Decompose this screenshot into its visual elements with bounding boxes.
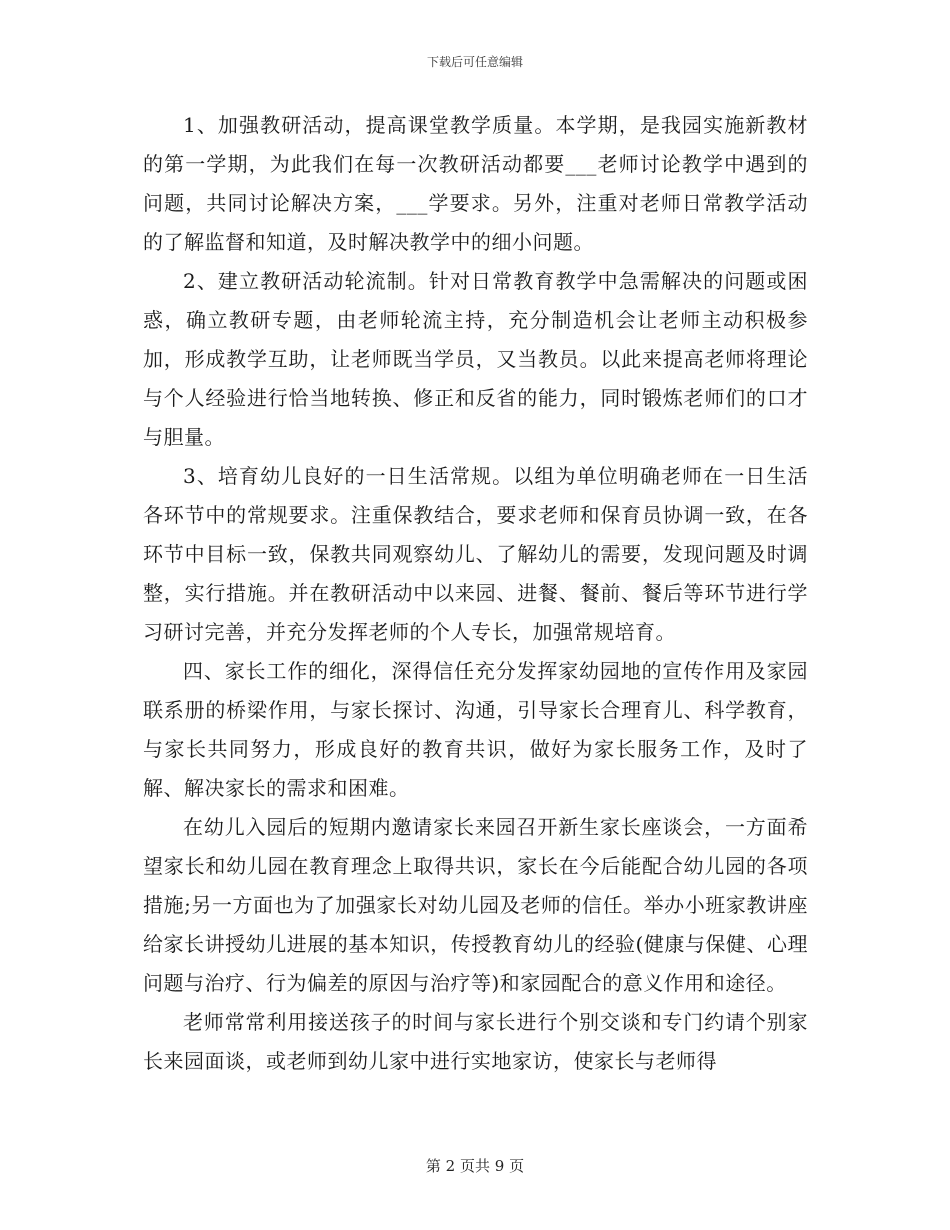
document-body: [143, 106, 808, 1081]
paragraph-rotation-system: 2、建立教研活动轮流制。针对日常教育教学中急需解决的问题或困惑，确立教研专题，由老师轮流主持，充分制造机会让老师主动积极参加，形成教学互助，让老师既当学员，又当教员。以此来提高老师将理论与个人经验进行恰当地转换、修正和反省的能力，同时锻炼老师们的口才与胆量。: [143, 269, 808, 449]
paragraph-home-visits: 老师常常利用接送孩子的时间与家长进行个别交谈和专门约请个别家长来园面谈，或老师到幼儿家中进行实地家访，使家长与老师得: [143, 1010, 808, 1073]
page-header-note: 下载后可任意编辑: [426, 55, 523, 69]
page-number: 第 2 页共 9 页: [425, 1157, 525, 1175]
paragraph-daily-routine: 3、培育幼儿良好的一日生活常规。以组为单位明确老师在一日生活各环节中的常规要求。注重保教结合，要求老师和保育员协调一致，在各环节中目标一致，保教共同观察幼儿、了解幼儿的需要，发现问题及时调整，实行措施。并在教研活动中以来园、进餐、餐前、餐后等环节进行学习研讨完善，并充分发挥老师的个人专长，加强常规培育。: [143, 464, 808, 644]
paragraph-teaching-research: 1、加强教研活动，提高课堂教学质量。本学期，是我园实施新教材的第一学期，为此我们在每一次教研活动都要___老师讨论教学中遇到的问题，共同讨论解决方案，___学要求。另外，注重对老师日常教学活动的了解监督和知道，及时解决教学中的细小问题。: [143, 113, 808, 254]
paragraph-parent-meeting: 在幼儿入园后的短期内邀请家长来园召开新生家长座谈会，一方面希望家长和幼儿园在教育理念上取得共识，家长在今后能配合幼儿园的各项措施;另一方面也为了加强家长对幼儿园及老师的信任。举办小班家教讲座给家长讲授幼儿进展的基本知识，传授教育幼儿的经验(健康与保健、心理问题与治疗、行为偏差的原因与治疗等)和家园配合的意义作用和途径。: [143, 815, 808, 995]
paragraph-parent-work: 四、家长工作的细化，深得信任充分发挥家幼园地的宣传作用及家园联系册的桥梁作用，与家长探讨、沟通，引导家长合理育儿、科学教育，与家长共同努力，形成良好的教育共识，做好为家长服务工作，及时了解、解决家长的需求和困难。: [143, 659, 808, 800]
